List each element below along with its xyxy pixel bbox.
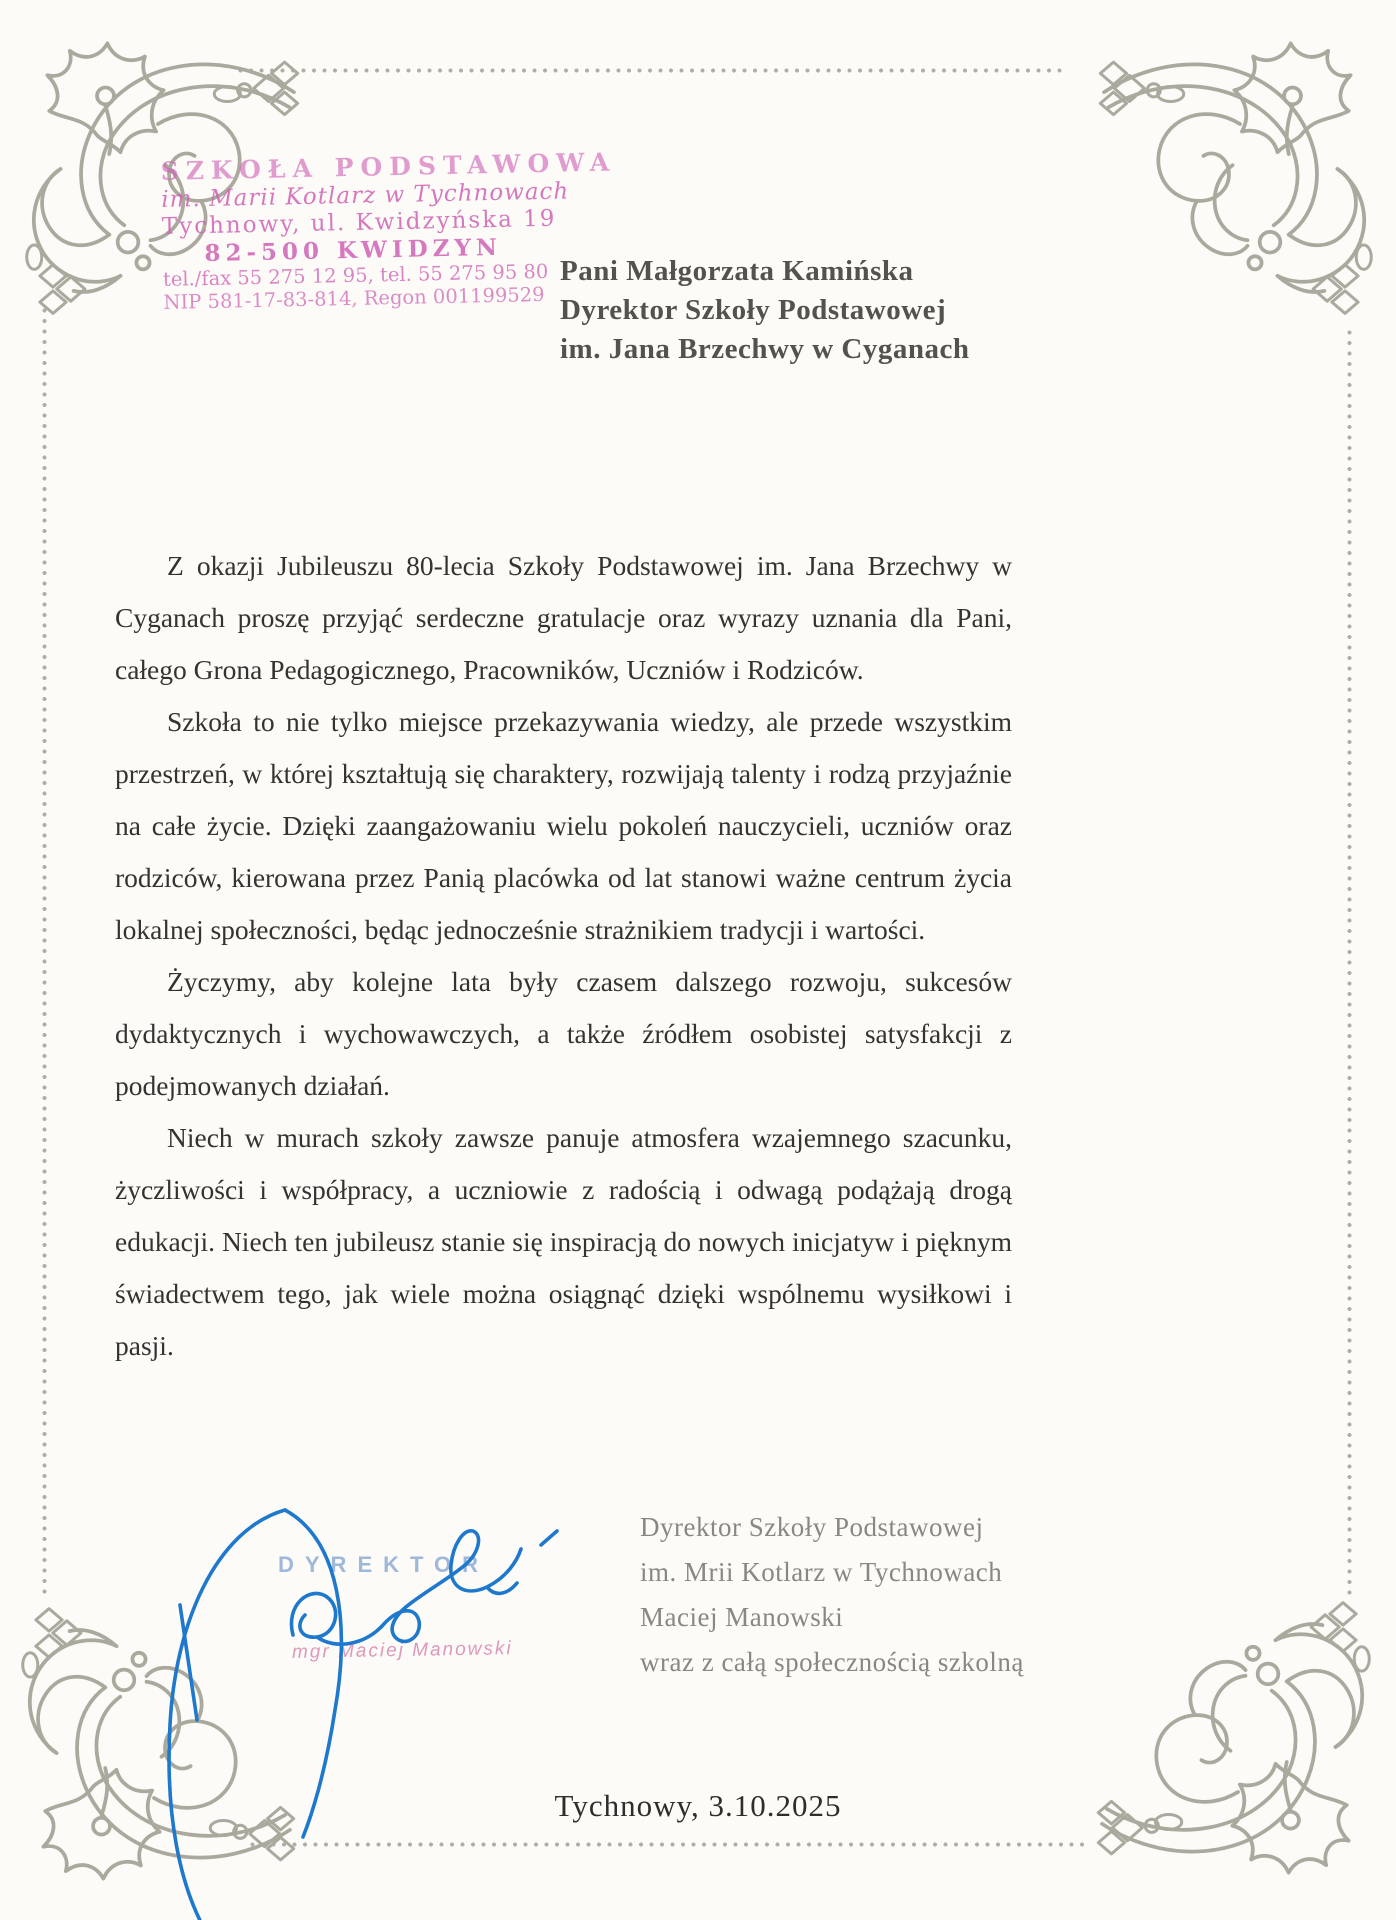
place-and-date: Tychnowy, 3.10.2025: [554, 1788, 842, 1823]
body-paragraph-2: Szkoła to nie tylko miejsce przekazywania wiedzy, ale przede wszystkim przestrzeń, w której kształtują się charaktery, rozwijają talenty i rodzą przyjaźnie na całe życie. Dzięki zaangażowaniu wielu pokoleń nauczycieli, uczniów oraz rodziców, kierowana przez Panią placówka od lat stanowi ważne centrum życia lokalnej społeczności, będąc jednocześnie strażnikiem tradycji i wartości.: [115, 706, 1012, 945]
stamp-phone-line: tel./fax 55 275 12 95, tel. 55 275 95 80: [162, 259, 549, 291]
recipient-name: Pani Małgorzata Kamińska: [560, 255, 914, 287]
corner-flourish-top-right-icon: [1090, 34, 1390, 334]
stamp-nip-regon-line: NIP 581-17-83-814, Regon 001199529: [163, 282, 545, 314]
dotted-border-top: [238, 68, 1066, 73]
recipient-block: [560, 252, 970, 369]
recipient-school: im. Jana Brzechwy w Cyganach: [560, 333, 970, 365]
sender-name: Maciej Manowski: [640, 1602, 844, 1632]
body-paragraph-4: Niech w murach szkoły zawsze panuje atmosfera wzajemnego szacunku, życzliwości i współpracy, a uczniowie z radością i odwagą podążają drogą edukacji. Niech ten jubileusz stanie się inspiracją do nowych inicjatyw i pięknym świadectwem tego, jak wiele można osiągnąć dzięki wspólnemu wysiłkowi i pasji.: [115, 1122, 1012, 1361]
handwritten-signature-icon: [135, 1485, 585, 1920]
dotted-border-left: [42, 308, 47, 1596]
dotted-border-right: [1347, 330, 1352, 1598]
director-stamp-name: mgr Maciej Manowski: [291, 1638, 513, 1663]
body-paragraph-3: Życzymy, aby kolejne lata były czasem dalszego rozwoju, sukcesów dydaktycznych i wychowawczych, a także źródłem osobistej satysfakcji z podejmowanych działań.: [115, 966, 1012, 1101]
recipient-title: Dyrektor Szkoły Podstawowej: [560, 294, 947, 326]
corner-flourish-bottom-right-icon: [1088, 1582, 1388, 1882]
stamp-street-line: Tychnowy, ul. Kwidzyńska 19: [161, 205, 557, 240]
body-paragraph-1: Z okazji Jubileuszu 80-lecia Szkoły Podstawowej im. Jana Brzechwy w Cyganach proszę przyjąć serdeczne gratulacje oraz wyrazy uznania dla Pani, całego Grona Pedagogicznego, Pracowników, Uczniów i Rodziców.: [115, 550, 1012, 685]
stamp-patron-line: im. Marii Kotlarz w Tychnowach: [161, 177, 570, 213]
stamp-city-line: 82-500 KWIDZYN: [204, 233, 503, 267]
director-stamp-title: DYREKTOR: [278, 1552, 490, 1577]
stamp-school-name: SZKOŁA PODSTAWOWA: [160, 147, 617, 186]
sender-community: wraz z całą społecznością szkolną: [640, 1647, 1024, 1677]
sender-title: Dyrektor Szkoły Podstawowej: [640, 1512, 984, 1542]
sender-block: [640, 1505, 1024, 1685]
sender-school: im. Mrii Kotlarz w Tychnowach: [640, 1557, 1003, 1587]
letter-body: [115, 540, 1012, 1372]
